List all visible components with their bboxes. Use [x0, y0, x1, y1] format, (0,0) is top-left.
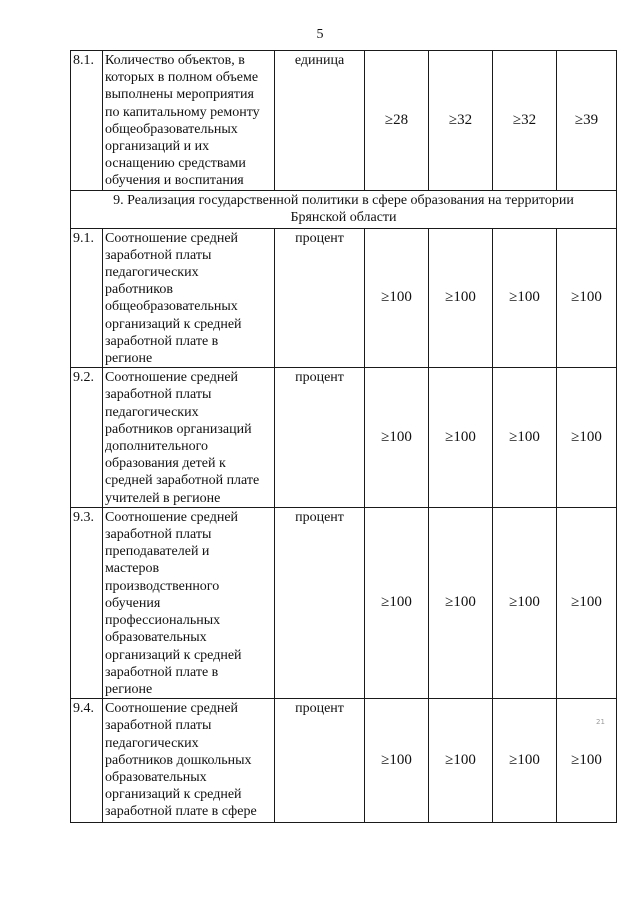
indicator-row [71, 228, 617, 368]
indicator-name-line: оснащению средствами [105, 156, 246, 172]
indicator-name-line: которых в полном объеме [105, 70, 259, 86]
indicator-name-line: профессиональных [105, 613, 221, 629]
indicator-name-line: заработной плате в [105, 664, 219, 680]
indicator-unit: процент [275, 228, 365, 368]
indicator-name [103, 699, 275, 823]
indicator-name-line: Количество объектов, в [105, 53, 245, 68]
indicator-name-line: работников дошкольных [105, 752, 252, 768]
indicator-row [71, 507, 617, 698]
indicator-value: ≥39 [557, 51, 617, 191]
indicator-name-line: заработной платы [105, 387, 212, 403]
indicator-name-line: образовательных [105, 630, 207, 646]
indicator-name-line: педагогических [105, 265, 199, 281]
indicator-name-line: обучения [105, 595, 161, 611]
indicator-value: ≥100 [557, 507, 617, 698]
indicator-name-line: педагогических [105, 404, 199, 420]
indicator-name-line: заработной платы [105, 527, 212, 543]
section-title [71, 190, 617, 228]
section-header-row [71, 190, 617, 228]
indicator-unit: процент [275, 368, 365, 508]
margin-note: 21 [596, 718, 605, 726]
indicator-number: 8.1. [71, 51, 103, 191]
indicator-number: 9.1. [71, 228, 103, 368]
indicator-name-line: организаций к средней [105, 316, 242, 332]
indicator-name-line: производственного [105, 578, 220, 594]
indicator-value: ≥100 [493, 507, 557, 698]
indicator-name-line: образования детей к [105, 456, 226, 472]
indicator-name-line: мастеров [105, 561, 160, 577]
indicator-name-line: заработной платы [105, 247, 212, 263]
indicator-name [103, 51, 275, 191]
indicator-name-line: организаций к средней [105, 647, 242, 663]
indicator-name-line: учителей в регионе [105, 490, 221, 506]
indicator-name-line: организаций и их [105, 139, 210, 155]
indicator-value: ≥100 [365, 228, 429, 368]
indicator-name-line: организаций к средней [105, 787, 242, 803]
indicator-name-line: выполнены мероприятия [105, 87, 254, 103]
indicator-value: ≥100 [429, 228, 493, 368]
indicator-value: ≥100 [365, 368, 429, 508]
indicator-unit: единица [275, 51, 365, 191]
indicator-name-line: работников организаций [105, 421, 252, 437]
indicator-value: ≥100 [493, 368, 557, 508]
indicators-table [70, 50, 617, 823]
indicator-value: ≥100 [429, 699, 493, 823]
indicator-name-line: заработной плате в [105, 333, 219, 349]
indicator-name-line: преподавателей и [105, 544, 210, 560]
indicator-name [103, 368, 275, 508]
indicator-unit: процент [275, 507, 365, 698]
indicator-value: ≥100 [557, 699, 617, 823]
indicator-value: ≥100 [493, 228, 557, 368]
indicator-name-line: Соотношение средней [105, 230, 239, 246]
indicator-name-line: заработной плате в сфере [105, 804, 257, 820]
indicator-number: 9.4. [71, 699, 103, 823]
indicator-row [71, 51, 617, 191]
indicator-name-line: работников [105, 282, 173, 298]
indicator-name-line: заработной платы [105, 718, 212, 734]
indicator-value: ≥100 [557, 368, 617, 508]
indicator-name-line: образовательных [105, 769, 207, 785]
indicator-name-line: обучения и воспитания [105, 173, 244, 189]
indicators-table-body [71, 51, 617, 823]
indicator-name-line: регионе [105, 681, 153, 697]
indicator-value: ≥100 [557, 228, 617, 368]
indicator-unit: процент [275, 699, 365, 823]
indicator-name-line: педагогических [105, 735, 199, 751]
indicator-value: ≥100 [365, 507, 429, 698]
indicator-row [71, 699, 617, 823]
indicator-value: ≥32 [429, 51, 493, 191]
indicator-name-line: Соотношение средней [105, 701, 239, 717]
indicator-name-line: общеобразовательных [105, 299, 238, 315]
indicator-name-line: средней заработной плате [105, 473, 260, 489]
indicator-number: 9.3. [71, 507, 103, 698]
indicator-row [71, 368, 617, 508]
indicator-name-line: общеобразовательных [105, 121, 238, 137]
indicator-name-line: по капитальному ремонту [105, 104, 260, 120]
indicator-value: ≥100 [429, 507, 493, 698]
indicator-name-line: регионе [105, 351, 153, 367]
indicator-name-line: Соотношение средней [105, 370, 239, 386]
indicator-name-line: Соотношение средней [105, 509, 239, 525]
page-number: 5 [316, 27, 324, 42]
indicator-name-line: дополнительного [105, 439, 208, 455]
section-title-line: 9. Реализация государственной политики в сфере образования на территории [113, 192, 574, 208]
section-title-line: Брянской области [290, 209, 397, 225]
indicator-number: 9.2. [71, 368, 103, 508]
indicator-value: ≥32 [493, 51, 557, 191]
indicator-value: ≥100 [365, 699, 429, 823]
indicator-value: ≥100 [429, 368, 493, 508]
indicator-name [103, 507, 275, 698]
indicator-value: ≥28 [365, 51, 429, 191]
indicator-name [103, 228, 275, 368]
indicator-value: ≥100 [493, 699, 557, 823]
